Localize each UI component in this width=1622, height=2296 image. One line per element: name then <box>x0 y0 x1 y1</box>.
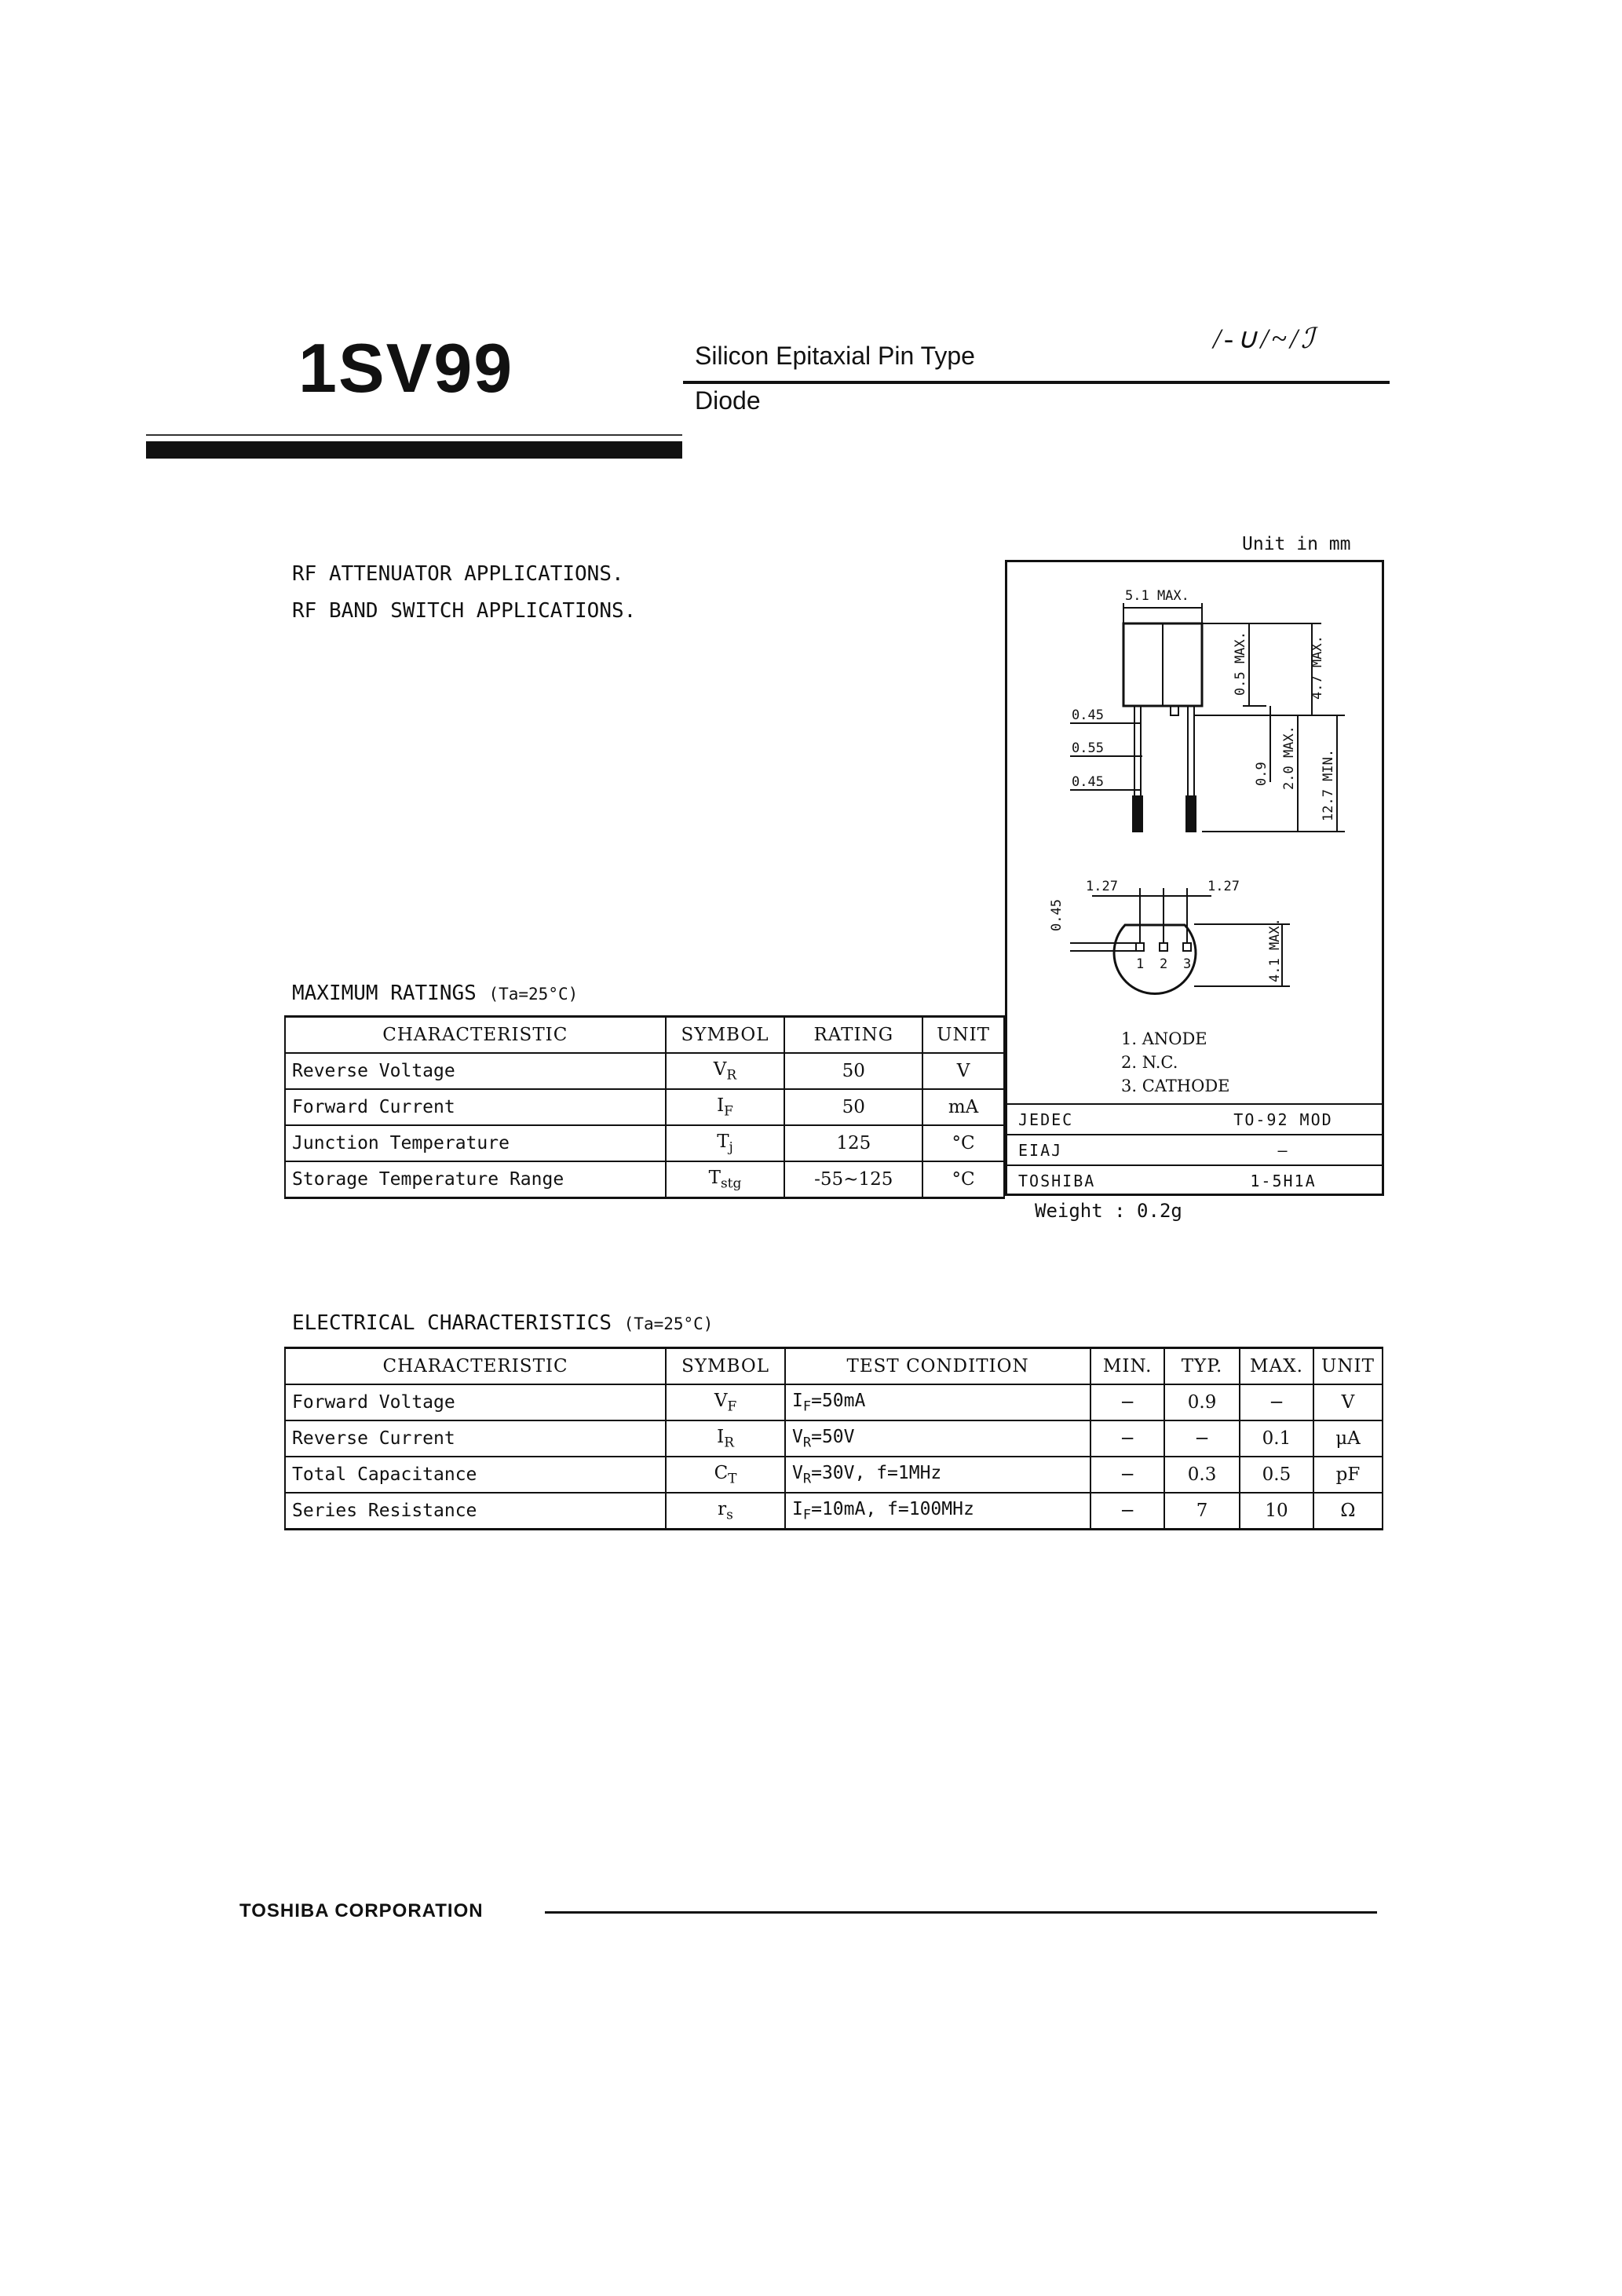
table-row <box>285 1420 1383 1457</box>
col-header: SYMBOL <box>666 1017 785 1054</box>
subtitle-device: Diode <box>695 386 761 415</box>
standard-name: JEDEC <box>1007 1104 1174 1135</box>
pin-pad-3 <box>1183 943 1191 951</box>
symbol-cell: $V_F$ <box>666 1384 785 1420</box>
symbol-cell: $T_j$ <box>666 1125 785 1161</box>
handwritten-date: /-∪/~/ℐ <box>1213 323 1317 354</box>
test-condition-cell: $V_R=50V$ <box>785 1420 1090 1457</box>
unit-cell: °C <box>922 1161 1004 1198</box>
dim-label: 0.45 <box>1049 899 1065 931</box>
rating-cell: 125 <box>784 1125 922 1161</box>
symbol-cell: $I_R$ <box>666 1420 785 1457</box>
part-number: 1SV99 <box>298 329 514 407</box>
col-header: UNIT <box>1313 1348 1383 1385</box>
max-cell: 0.1 <box>1240 1420 1313 1457</box>
table-row <box>285 1384 1383 1420</box>
table-row <box>285 1089 1004 1125</box>
standard-row <box>1007 1165 1382 1195</box>
test-condition-cell: $V_R=30V$, f=1MHz <box>785 1457 1090 1493</box>
table-row <box>285 1493 1383 1530</box>
pin-pad-1 <box>1136 943 1144 951</box>
electrical-condition: (Ta=25°C) <box>623 1314 714 1333</box>
max-cell: − <box>1240 1384 1313 1420</box>
min-cell: − <box>1090 1493 1164 1530</box>
pin-label: 1. ANODE <box>1121 1029 1207 1048</box>
col-header: TEST CONDITION <box>785 1348 1090 1385</box>
pin-assignment <box>1121 1027 1230 1098</box>
lead-3-tip <box>1186 796 1196 832</box>
min-cell: − <box>1090 1457 1164 1493</box>
dim-label: 4.7 MAX. <box>1310 635 1325 700</box>
unit-cell: Ω <box>1313 1493 1383 1530</box>
pin-label: 3. CATHODE <box>1121 1077 1230 1095</box>
unit-cell: V <box>922 1053 1004 1089</box>
dim-label: 0.9 <box>1254 762 1269 786</box>
electrical-table <box>284 1347 1383 1530</box>
characteristic-cell: Reverse Current <box>285 1420 666 1457</box>
pin-number-3: 3 <box>1183 956 1192 972</box>
min-cell: − <box>1090 1420 1164 1457</box>
col-header: MAX. <box>1240 1348 1313 1385</box>
max-ratings-table <box>284 1015 1005 1199</box>
characteristic-cell: Forward Voltage <box>285 1384 666 1420</box>
electrical-title-block <box>292 1311 713 1335</box>
test-condition-cell: $I_F=10mA$, f=100MHz <box>785 1493 1090 1530</box>
standard-value: — <box>1174 1135 1382 1165</box>
table-row <box>285 1457 1383 1493</box>
typ-cell: 0.3 <box>1164 1457 1240 1493</box>
characteristic-cell: Junction Temperature <box>285 1125 666 1161</box>
max-ratings-title-block <box>292 982 578 1005</box>
dim-label: 12.7 MIN. <box>1321 748 1336 821</box>
lead-2-stub <box>1171 706 1178 715</box>
col-header: MIN. <box>1090 1348 1164 1385</box>
unit-cell: pF <box>1313 1457 1383 1493</box>
rating-cell: 50 <box>784 1089 922 1125</box>
standard-name: TOSHIBA <box>1007 1165 1174 1195</box>
dim-label: 1.27 <box>1086 879 1118 894</box>
pin-label: 2. N.C. <box>1121 1053 1178 1072</box>
application-item: RF BAND SWITCH APPLICATIONS. <box>292 599 637 623</box>
characteristic-cell: Forward Current <box>285 1089 666 1125</box>
dim-label: 0.55 <box>1072 740 1104 756</box>
package-weight: Weight : 0.2g <box>1035 1200 1182 1222</box>
rating-cell: 50 <box>784 1053 922 1089</box>
package-drawing <box>1007 562 1382 1010</box>
header-heavy-bar <box>146 441 682 459</box>
col-header: SYMBOL <box>666 1348 785 1385</box>
rating-cell: -55∼125 <box>784 1161 922 1198</box>
col-header: RATING <box>784 1017 922 1054</box>
characteristic-cell: Reverse Voltage <box>285 1053 666 1089</box>
typ-cell: 0.9 <box>1164 1384 1240 1420</box>
dim-label: 5.1 MAX. <box>1125 588 1189 604</box>
characteristic-cell: Total Capacitance <box>285 1457 666 1493</box>
applications-list <box>292 556 636 630</box>
symbol-cell: $r_s$ <box>666 1493 785 1530</box>
symbol-cell: $V_R$ <box>666 1053 785 1089</box>
unit-cell: V <box>1313 1384 1383 1420</box>
standard-name: EIAJ <box>1007 1135 1174 1165</box>
unit-cell: μA <box>1313 1420 1383 1457</box>
col-header: CHARACTERISTIC <box>285 1348 666 1385</box>
package-standards-table <box>1007 1103 1382 1195</box>
col-header: TYP. <box>1164 1348 1240 1385</box>
typ-cell: 7 <box>1164 1493 1240 1530</box>
table-row <box>285 1125 1004 1161</box>
max-cell: 0.5 <box>1240 1457 1313 1493</box>
footer-brand: TOSHIBA CORPORATION <box>239 1900 484 1921</box>
col-header: UNIT <box>922 1017 1004 1054</box>
pin-pad-2 <box>1160 943 1167 951</box>
max-ratings-title: MAXIMUM RATINGS <box>292 982 477 1005</box>
dim-label: 1.27 <box>1207 879 1240 894</box>
lead-1-tip <box>1133 796 1142 832</box>
max-ratings-condition: (Ta=25°C) <box>488 985 579 1004</box>
title-rule <box>683 381 1390 384</box>
package-outline-box <box>1005 560 1384 1196</box>
symbol-cell: $I_F$ <box>666 1089 785 1125</box>
symbol-cell: $T_{stg}$ <box>666 1161 785 1198</box>
test-condition-cell: $I_F=50mA$ <box>785 1384 1090 1420</box>
table-header-row <box>285 1017 1004 1054</box>
pin-number-1: 1 <box>1136 956 1145 972</box>
unit-cell: mA <box>922 1089 1004 1125</box>
standard-value: TO-92 MOD <box>1174 1104 1382 1135</box>
application-item: RF ATTENUATOR APPLICATIONS. <box>292 562 624 586</box>
dim-label: 0.45 <box>1072 774 1104 790</box>
table-row <box>285 1161 1004 1198</box>
standard-value: 1-5H1A <box>1174 1165 1382 1195</box>
unit-cell: °C <box>922 1125 1004 1161</box>
max-cell: 10 <box>1240 1493 1313 1530</box>
typ-cell: − <box>1164 1420 1240 1457</box>
characteristic-cell: Storage Temperature Range <box>285 1161 666 1198</box>
header-thin-rule <box>146 434 682 436</box>
footer-rule <box>545 1911 1377 1914</box>
standard-row <box>1007 1104 1382 1135</box>
pin-number-2: 2 <box>1160 956 1168 972</box>
symbol-cell: $C_T$ <box>666 1457 785 1493</box>
col-header: CHARACTERISTIC <box>285 1017 666 1054</box>
unit-note: Unit in mm <box>1242 534 1351 554</box>
min-cell: − <box>1090 1384 1164 1420</box>
table-row <box>285 1053 1004 1089</box>
characteristic-cell: Series Resistance <box>285 1493 666 1530</box>
subtitle-type: Silicon Epitaxial Pin Type <box>695 342 975 370</box>
standard-row <box>1007 1135 1382 1165</box>
dim-label: 2.0 MAX. <box>1281 726 1297 790</box>
electrical-title: ELECTRICAL CHARACTERISTICS <box>292 1311 612 1335</box>
dim-label: 4.1 MAX. <box>1267 918 1283 982</box>
dim-label: 0.5 MAX. <box>1233 631 1248 696</box>
table-header-row <box>285 1348 1383 1385</box>
dim-label: 0.45 <box>1072 707 1104 723</box>
